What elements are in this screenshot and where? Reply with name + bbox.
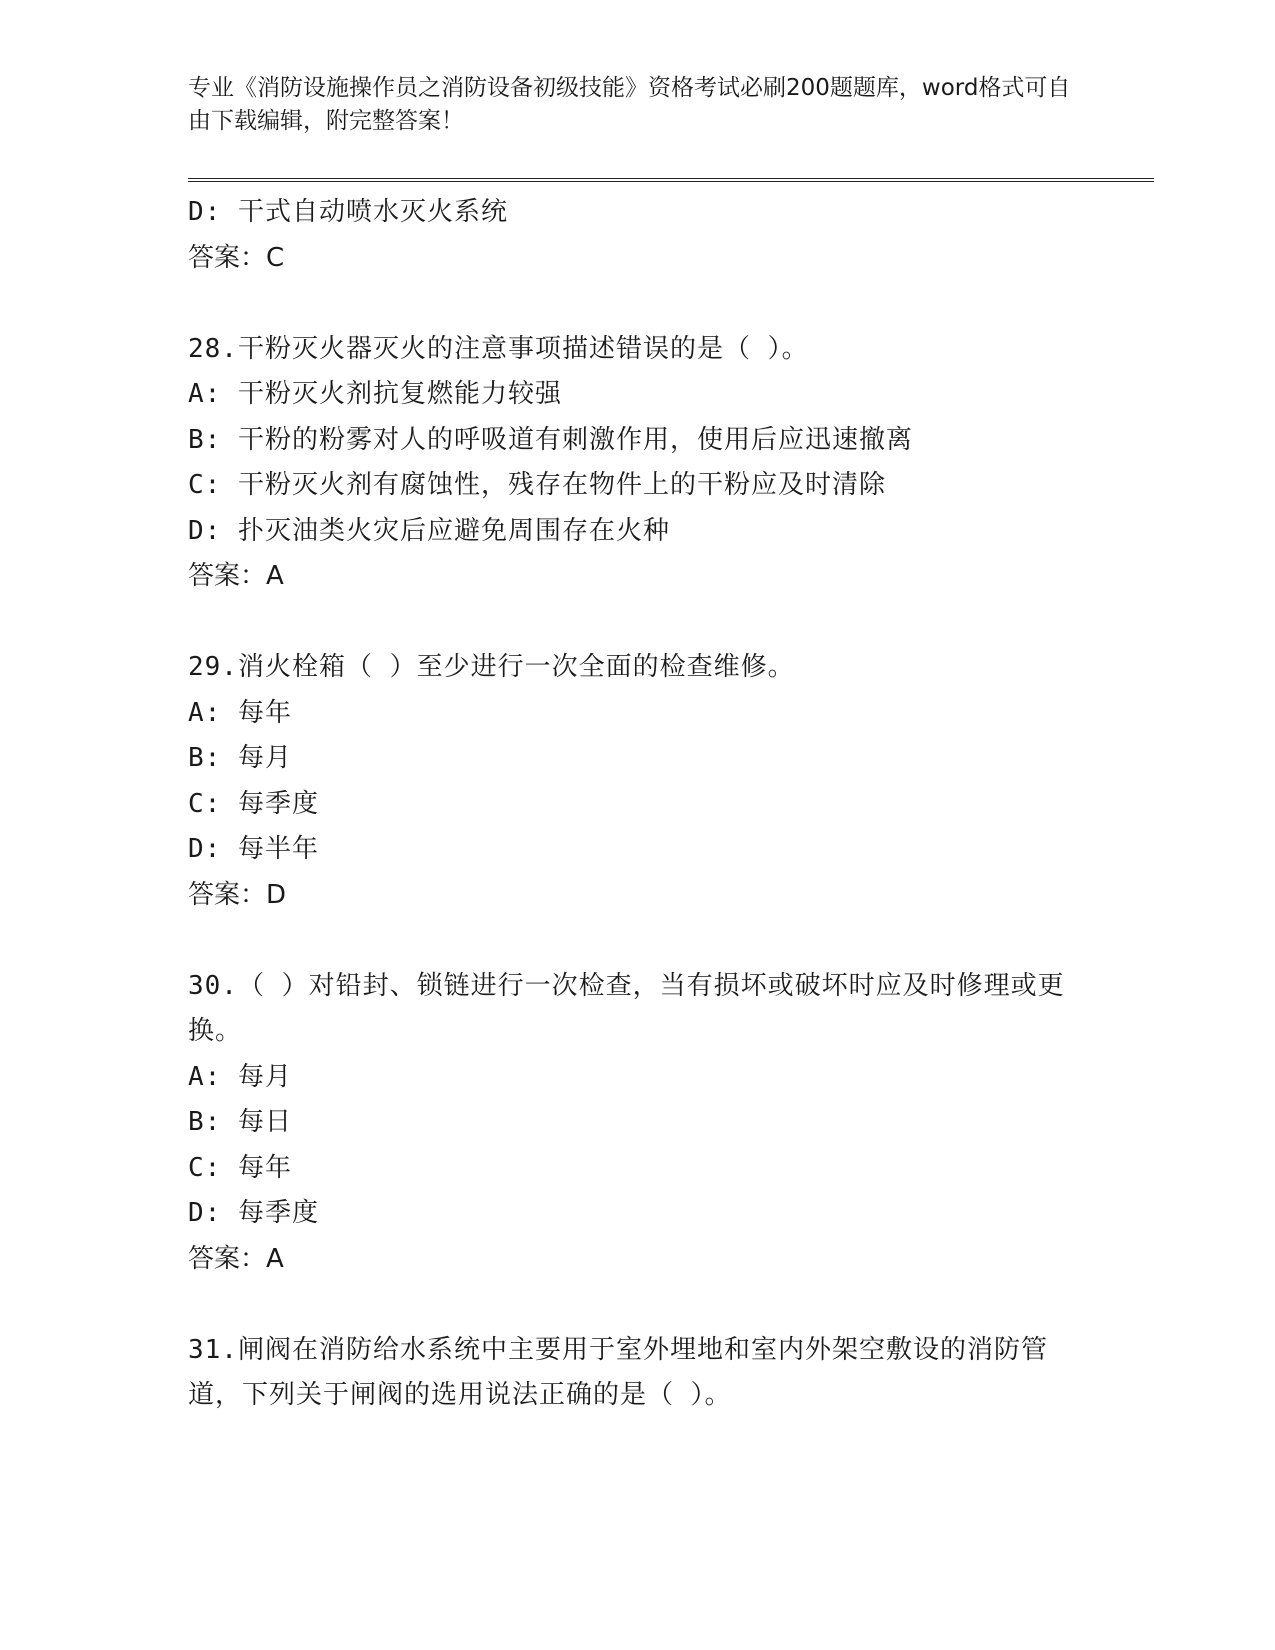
- spacer: [188, 281, 1088, 327]
- question-stem: 29.消火栓箱（ ）至少进行一次全面的检查维修。: [188, 652, 795, 682]
- answer-line: 答案：A: [188, 1243, 284, 1274]
- option-c: C: 每季度: [188, 788, 319, 819]
- question-stem: 31.闸阀在消防给水系统中主要用于室外埋地和室内外架空敷设的消防管道，下列关于闸阀的选用说法正确的是（ ）。: [188, 1334, 1048, 1410]
- document-header: 专业《消防设施操作员之消防设备初级技能》资格考试必刷200题题库，word格式可自由下载编辑，附完整答案！: [188, 75, 1071, 134]
- spacer: [188, 1282, 1088, 1328]
- option-a: A: 每年: [188, 697, 292, 728]
- option-d: D: 每半年: [188, 834, 319, 864]
- option-c: C: 干粉灭火剂有腐蚀性，残存在物件上的干粉应及时清除: [188, 470, 886, 500]
- question-stem: 30.（ ）对铅封、锁链进行一次检查，当有损坏或破坏时应及时修理或更换。: [188, 970, 1065, 1046]
- header-divider: [188, 178, 1154, 182]
- answer-line: 答案：C: [188, 242, 285, 273]
- option-a: A: 每月: [188, 1061, 292, 1092]
- option-a: A: 干粉灭火剂抗复燃能力较强: [188, 379, 562, 409]
- option-b: B: 每日: [188, 1107, 292, 1137]
- document-body: [188, 190, 1088, 1419]
- option-b: B: 每月: [188, 743, 292, 773]
- question-stem: 28.干粉灭火器灭火的注意事项描述错误的是（ ）。: [188, 333, 809, 364]
- option-d: D: 干式自动喷水灭火系统: [188, 197, 508, 227]
- option-d: D: 每季度: [188, 1198, 319, 1228]
- spacer: [188, 918, 1088, 964]
- option-c: C: 每年: [188, 1152, 292, 1183]
- answer-line: 答案：D: [188, 879, 287, 910]
- answer-line: 答案：A: [188, 561, 284, 591]
- option-d: D: 扑灭油类火灾后应避免周围存在火种: [188, 515, 670, 546]
- option-b: B: 干粉的粉雾对人的呼吸道有刺激作用，使用后应迅速撤离: [188, 424, 913, 455]
- spacer: [188, 600, 1088, 646]
